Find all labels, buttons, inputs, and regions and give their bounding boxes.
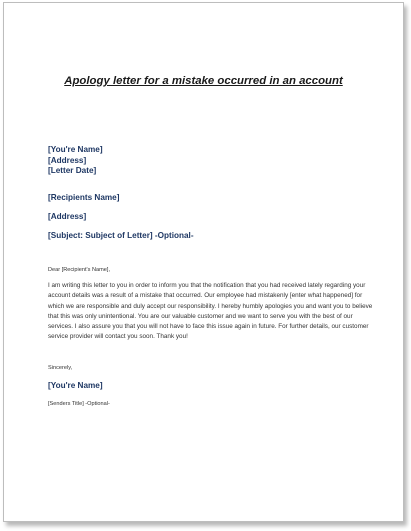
sender-name: [You're Name] xyxy=(48,145,103,154)
recipient-name: [Recipients Name] xyxy=(48,193,120,202)
letter-page xyxy=(3,2,404,522)
salutation: Dear [Recipient's Name], xyxy=(48,267,111,273)
subject-line: [Subject: Subject of Letter] -Optional- xyxy=(48,231,194,240)
sender-address: [Address] xyxy=(48,155,87,165)
closing: Sincerely, xyxy=(48,365,73,371)
sender-block xyxy=(48,145,103,177)
letter-date: [Letter Date] xyxy=(48,166,97,175)
letter-title: Apology letter for a mistake occurred in an account xyxy=(64,75,343,87)
sender-title: [Senders Title] -Optional- xyxy=(48,401,110,407)
letter-body: I am writing this letter to you in order to inform you that the notification that you had received lately regarding your account details was a result of a mistake that occurred. Our employee had mistakenly [enter what happened] for which we are responsible and duly accept our responsibility. I hereby humbly apologies you and want you to believe that this was only unintentional. You are our valuable customer and we want to serve you with the best of our services. I also assure you that you will not have to face this issue again in future. For further details, our customer service provider will contact you soon. Thank you! xyxy=(48,282,373,341)
signature-name: [You're Name] xyxy=(48,381,103,390)
recipient-address: [Address] xyxy=(48,212,87,221)
